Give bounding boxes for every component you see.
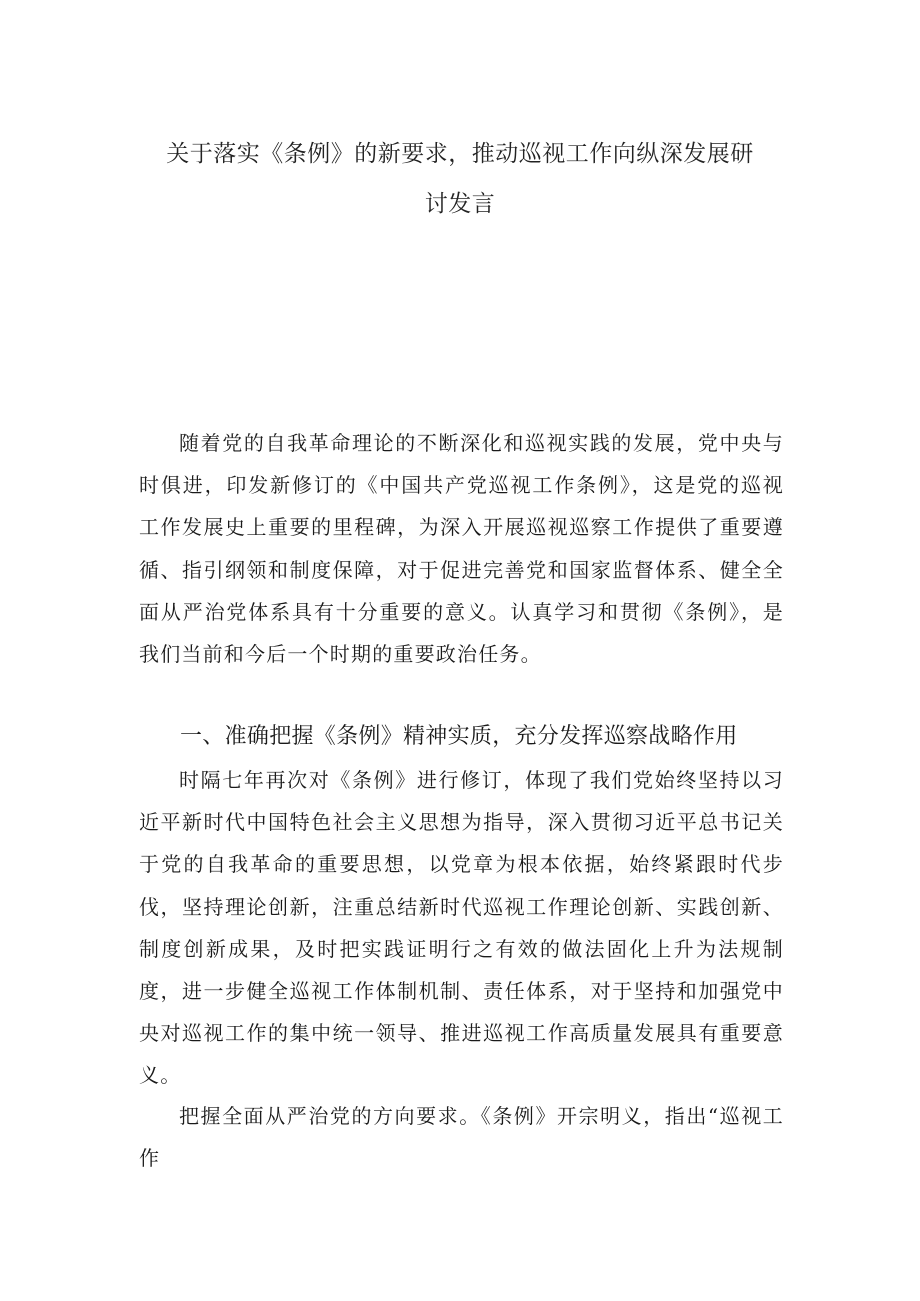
document-title-line-2: 讨发言 [424, 191, 496, 217]
section-1-paragraph-1: 时隔七年再次对《条例》进行修订，体现了我们党始终坚持以习近平新时代中国特色社会主义思想为指导，深入贯彻习近平总书记关于党的自我革命的重要思想，以党章为根本依据，始终紧跟时代步伐，坚持理论创新，注重总结新时代巡视工作理论创新、实践创新、制度创新成果，及时把实践证明行之有效的做法固化上升为法规制度，进一步健全巡视工作体制机制、责任体系，对于坚持和加强党中央对巡视工作的集中统一领导、推进巡视工作高质量发展具有重要意义。 [139, 768, 784, 1088]
section-1-paragraph-2: 把握全面从严治党的方向要求。《条例》开宗明义，指出“巡视工作 [139, 1104, 784, 1171]
intro-paragraph: 随着党的自我革命理论的不断深化和巡视实践的发展，党中央与时俱进，印发新修订的《中国共产党巡视工作条例》，这是党的巡视工作发展史上重要的里程碑，为深入开展巡视巡察工作提供了重要遵循、指引纲领和制度保障，对于促进完善党和国家监督体系、健全全面从严治党体系具有十分重要的意义。认真学习和贯彻《条例》，是我们当前和今后一个时期的重要政治任务。 [139, 431, 784, 667]
section-heading-1: 一、准确把握《条例》精神实质，充分发挥巡察战略作用 [180, 724, 738, 749]
document-title-line-1: 关于落实《条例》的新要求，推动巡视工作向纵深发展研 [166, 141, 754, 167]
